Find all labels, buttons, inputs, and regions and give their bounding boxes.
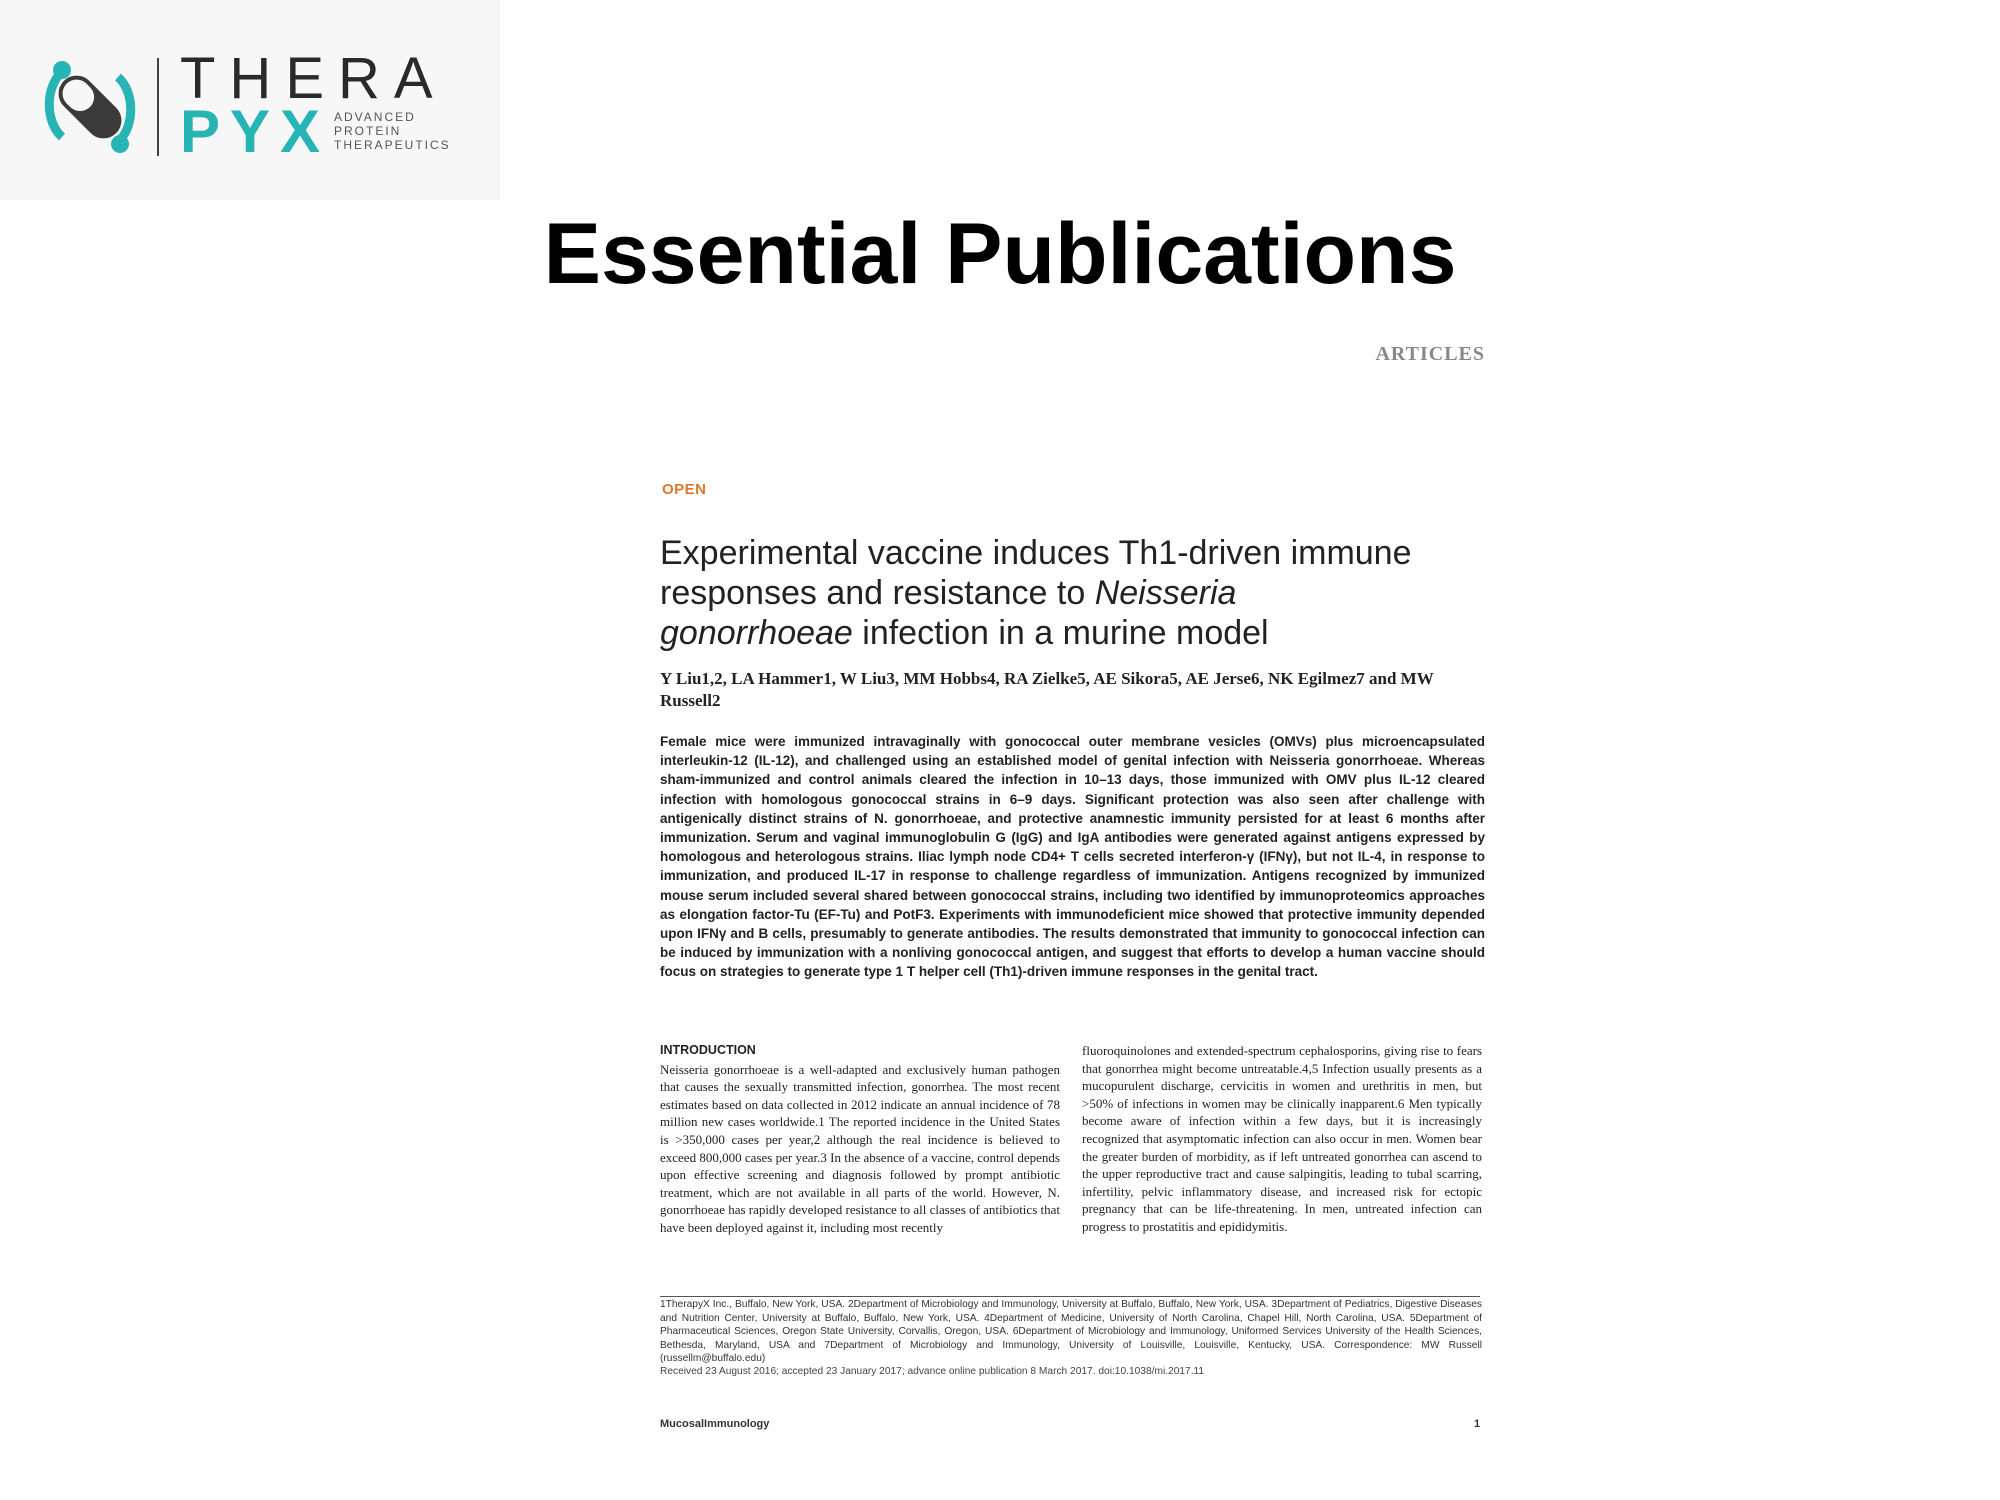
intro-column-left <box>660 1042 1060 1237</box>
logo-tagline-line: THERAPEUTICS <box>334 138 451 152</box>
intro-column-right <box>1082 1042 1482 1236</box>
intro-text-right: fluoroquinolones and extended-spectrum cephalosporins, giving rise to fears that gonorrhea might become untreatable.4,5 Infection usually presents as a mucopurulent discharge, cervicitis in women and urethritis in men, but >50% of infections in women may be clinically inapparent.6 Men typically become aware of infection within a few days, but it is increasingly recognized that asymptomatic infection can also occur in men. Women bear the greater burden of morbidity, as if left untreated gonorrhea can ascend to the upper reproductive tract and cause salpingitis, leading to tubal scarring, infertility, pelvic inflammatory disease, and increased risk for ectopic pregnancy that can be life-threatening. In men, untreated infection can progress to prostatitis and epididymitis. <box>1082 1043 1482 1234</box>
slide-title: Essential Publications <box>543 206 1457 302</box>
affiliations-divider <box>660 1296 1480 1297</box>
title-italic: gonorrhoeae <box>660 614 853 652</box>
company-logo <box>0 0 500 200</box>
paper-authors: Y Liu1,2, LA Hammer1, W Liu3, MM Hobbs4, RA Zielke5, AE Sikora5, AE Jerse6, NK Egilmez7 and MW Russell2 <box>660 669 1434 710</box>
capsule-atom-icon <box>40 52 140 162</box>
title-italic: Neisseria <box>1094 574 1237 612</box>
logo-tagline-line: PROTEIN <box>334 124 402 138</box>
journal-name: MucosalImmunology <box>660 1418 770 1430</box>
logo-wordmark-thera: THERA <box>180 46 447 111</box>
title-text: responses and resistance to <box>660 574 1095 612</box>
title-text: infection in a murine model <box>852 614 1269 652</box>
intro-text-left: Neisseria gonorrhoeae is a well-adapted and exclusively human pathogen that causes the sexually transmitted infection, gonorrhea. The most recent estimates based on data collected in 2012 indicate an annual incidence of 78 million new cases worldwide.1 The reported incidence in the United States is >350,000 cases per year,2 although the real incidence is believed to exceed 800,000 cases per year.3 In the absence of a vaccine, control depends upon effective screening and diagnosis followed by prompt antibiotic treatment, which are not available in all parts of the world. However, N. gonorrhoeae has rapidly developed resistance to all classes of antibiotics that have been deployed against it, including most recently <box>660 1061 1060 1235</box>
section-label: ARTICLES <box>1375 343 1485 365</box>
paper-title <box>660 533 1490 653</box>
logo-tagline-line: ADVANCED <box>334 110 416 124</box>
logo-wordmark-pyx: PYX <box>180 98 331 165</box>
logo-divider <box>157 58 159 156</box>
intro-heading: INTRODUCTION <box>660 1043 756 1057</box>
paper-title-line <box>660 573 1490 613</box>
paper-affiliations: 1TherapyX Inc., Buffalo, New York, USA. 2Department of Microbiology and Immunology, University at Buffalo, Buffalo, New York, USA. 3Department of Pediatrics, Digestive Diseases and Nutrition Center, University at Buffalo, Buffalo, New York, USA. 4Department of Medicine, University of North Carolina, Chapel Hill, North Carolina, USA. 5Department of Pharmaceutical Sciences, Oregon State University, Corvallis, Oregon, USA. 6Department of Microbiology and Immunology, Uniformed Services University of the Health Sciences, Bethesda, Maryland, USA and 7Department of Microbiology and Immunology, University of Louisville, Louisville, Kentucky, USA. Correspondence: MW Russell (russellm@buffalo.edu) <box>660 1299 1482 1365</box>
open-access-label: OPEN <box>662 481 707 498</box>
page-number: 1 <box>1474 1418 1481 1430</box>
received-dates: Received 23 August 2016; accepted 23 January 2017; advance online publication 8 March 2017. doi:10.1038/mi.2017.11 <box>660 1366 1205 1377</box>
paper-abstract: Female mice were immunized intravaginally with gonococcal outer membrane vesicles (OMVs) plus microencapsulated interleukin-12 (IL-12), and challenged using an established model of genital infection with Neisseria gonorrhoeae. Whereas sham-immunized and control animals cleared the infection in 10–13 days, those immunized with OMV plus IL-12 cleared infection with homologous gonococcal strains in 6–9 days. Significant protection was also seen after challenge with antigenically distinct strains of N. gonorrhoeae, and protective anamnestic immunity persisted for at least 6 months after immunization. Serum and vaginal immunoglobulin G (IgG) and IgA antibodies were generated against antigens expressed by homologous and heterologous strains. Iliac lymph node CD4+ T cells secreted interferon-γ (IFNγ), but not IL-4, in response to immunization, and produced IL-17 in response to challenge regardless of immunization. Antigens recognized by immunized mouse serum included several shared between gonococcal strains, including two identified by immunoproteomics approaches as elongation factor-Tu (EF-Tu) and PotF3. Experiments with immunodeficient mice showed that protective immunity depended upon IFNγ and B cells, presumably to generate antibodies. The results demonstrated that immunity to gonococcal infection can be induced by immunization with a nonliving gonococcal antigen, and suggest that efforts to develop a human vaccine should focus on strategies to generate type 1 T helper cell (Th1)-driven immune responses in the genital tract. <box>660 734 1485 980</box>
logo-tagline <box>334 110 451 152</box>
paper-title-line <box>660 613 1490 653</box>
paper-title-line: Experimental vaccine induces Th1-driven immune <box>660 534 1412 572</box>
